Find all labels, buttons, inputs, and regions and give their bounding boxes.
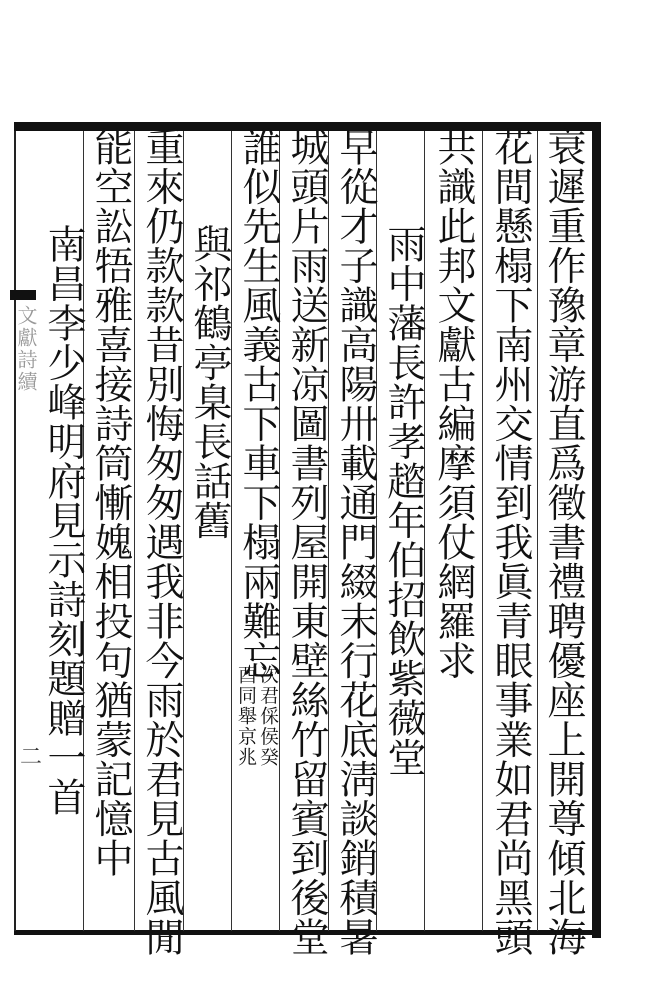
text-column-1: 衰遲重作豫章游直爲徵書禮聘優座上開尊傾北海: [541, 127, 586, 957]
column-rule: [537, 131, 538, 931]
fishtail-mark: [10, 290, 36, 300]
text-column-10: 能空訟牾雅喜接詩筒慚媿相投句猶蒙記憶中: [88, 127, 133, 878]
interlinear-note-right: 次君倸侯癸: [257, 665, 279, 768]
text-column-11: 南昌李少峰明府見示詩刻題贈一首: [41, 224, 86, 817]
page-number: 二: [20, 745, 43, 770]
column-rule: [134, 131, 135, 931]
text-column-7: 誰似先生風義古下車下榻兩難忘: [236, 127, 281, 680]
text-column-3: 共識此邦文獻古編摩須仗網羅求: [431, 127, 476, 680]
text-column-6: 城頭片雨送新凉圖書列屋開東壁絲竹留賓到後堂: [284, 127, 329, 957]
text-column-2: 花間懸榻下南州交情到我眞青眼事業如君尚黑頭: [488, 127, 533, 957]
spine-title: 文獻詩續: [14, 305, 38, 393]
text-column-5: 早從才子識高陽卅載通門綴末行花底淸談銷積暑: [333, 127, 378, 957]
text-column-8: 與祁鶴亭臬長話舊: [187, 224, 232, 540]
text-column-4: 雨中藩長許孝趦年伯招飲紫薇堂: [381, 224, 426, 777]
frame-right-border: [592, 122, 601, 938]
interlinear-note-left: 酉同舉京兆: [235, 665, 257, 768]
text-column-9: 重來仍款款昔別悔匆匆遇我非今雨於君見古風閒: [139, 127, 184, 957]
column-rule: [482, 131, 483, 931]
